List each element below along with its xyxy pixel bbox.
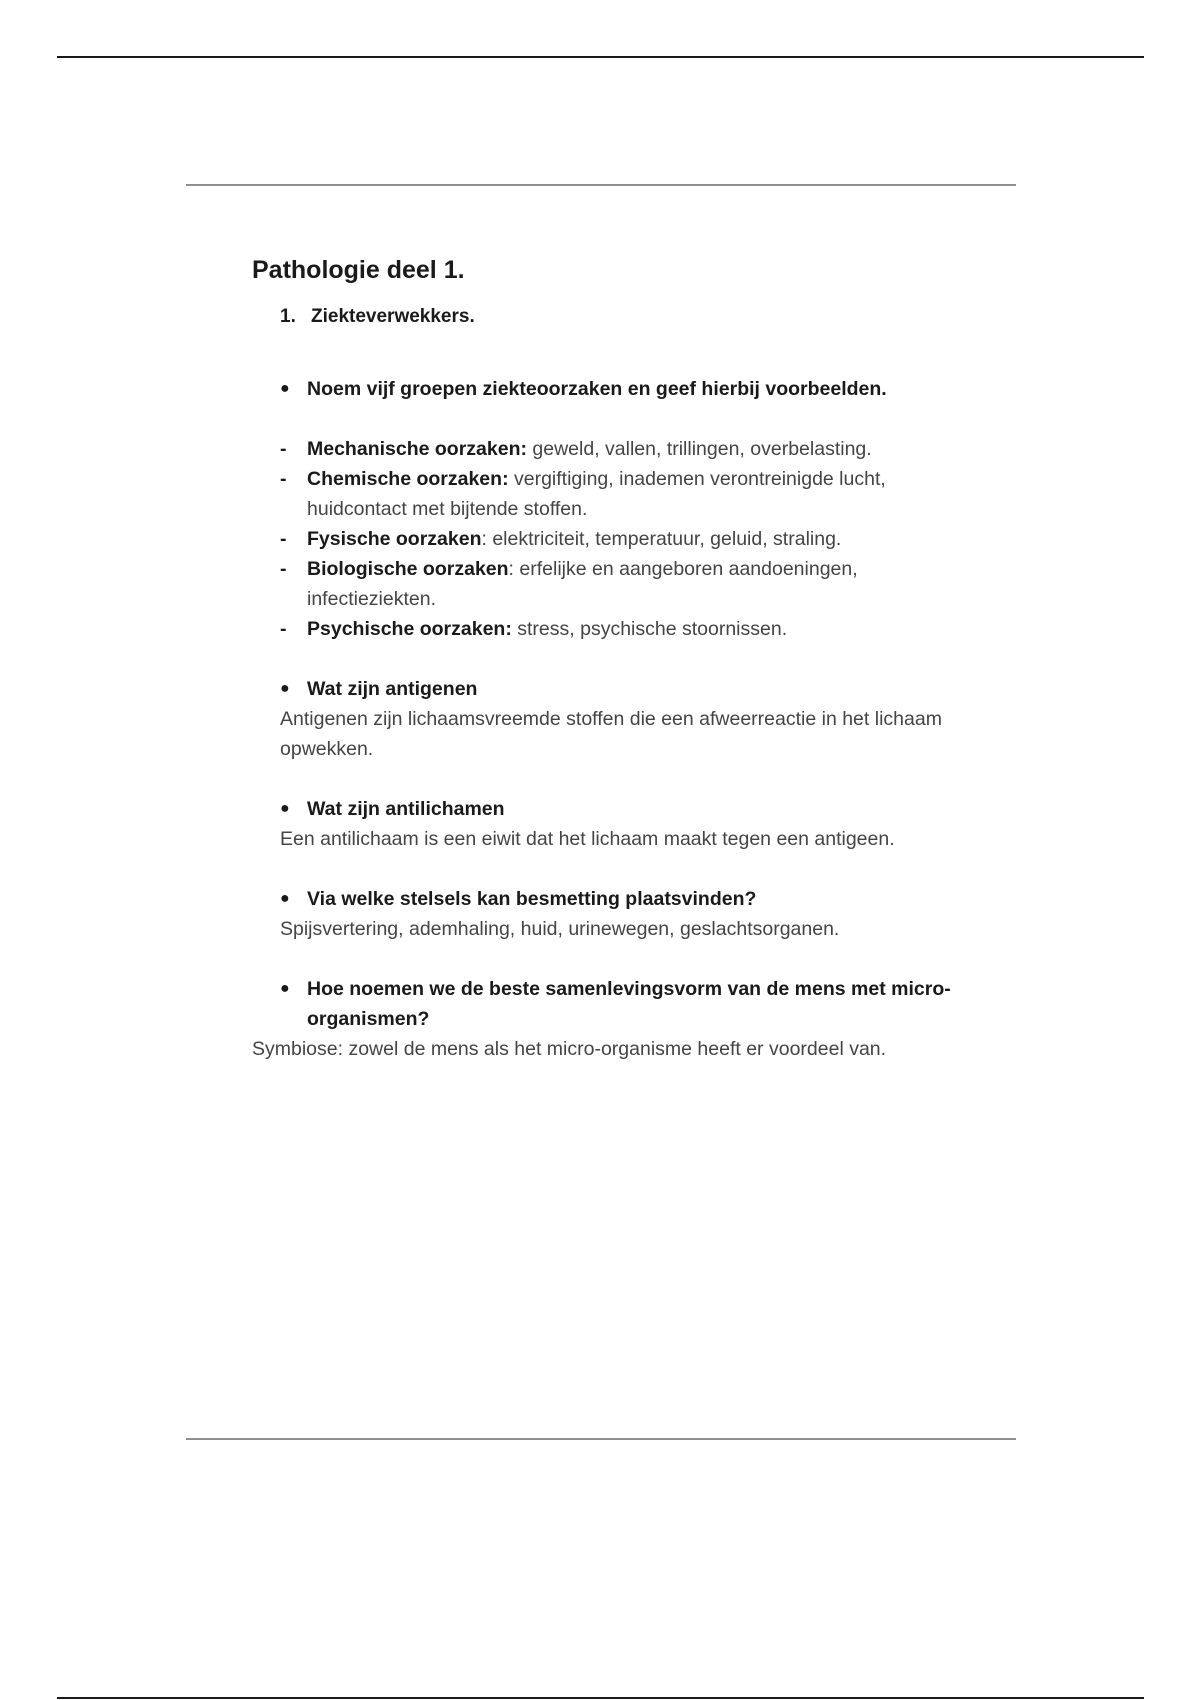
dash-marker: - bbox=[280, 438, 287, 460]
bullet-marker: ● bbox=[280, 380, 290, 397]
cause-term: Psychische oorzaken: bbox=[307, 618, 512, 640]
cause-examples: : erfelijke en aangeboren aandoeningen, infectieziekten. bbox=[307, 558, 858, 610]
footer-divider bbox=[186, 1438, 1016, 1440]
dash-marker: - bbox=[280, 618, 287, 640]
question-infection-routes bbox=[280, 884, 972, 914]
answer-infection-routes: Spijsvertering, ademhaling, huid, urinewegen, geslachtsorganen. bbox=[280, 918, 840, 940]
list-item bbox=[280, 464, 972, 524]
document-body bbox=[252, 250, 972, 1064]
dash-marker: - bbox=[280, 528, 287, 550]
list-item bbox=[280, 554, 972, 614]
list-item bbox=[280, 614, 972, 644]
cause-examples: : elektriciteit, temperatuur, geluid, straling. bbox=[481, 528, 842, 550]
question-symbiosis bbox=[280, 974, 972, 1034]
question-text: Noem vijf groepen ziekteoorzaken en geef hierbij voorbeelden. bbox=[307, 378, 887, 400]
bullet-marker: ● bbox=[280, 680, 290, 697]
header-divider bbox=[186, 184, 1016, 186]
cause-term: Chemische oorzaken: bbox=[307, 468, 509, 490]
list-item bbox=[280, 434, 972, 464]
cause-examples: geweld, vallen, trillingen, overbelasting. bbox=[526, 438, 872, 460]
question-text: Hoe noemen we de beste samenlevingsvorm van de mens met micro-organismen? bbox=[307, 978, 951, 1030]
question-text: Wat zijn antigenen bbox=[307, 678, 478, 700]
cause-term: Mechanische oorzaken: bbox=[307, 438, 527, 460]
question-causes bbox=[280, 374, 972, 404]
top-page-rule bbox=[57, 56, 1144, 58]
answer-antigens: Antigenen zijn lichaamsvreemde stoffen die een afweerreactie in het lichaam opwekken. bbox=[280, 708, 942, 760]
bullet-marker: ● bbox=[280, 890, 290, 907]
question-text: Via welke stelsels kan besmetting plaatsvinden? bbox=[307, 888, 757, 910]
page-title: Pathologie deel 1. bbox=[252, 256, 465, 284]
question-antigens bbox=[280, 674, 972, 704]
section-heading bbox=[280, 302, 972, 332]
bottom-page-rule bbox=[57, 1697, 1144, 1699]
question-antibodies bbox=[280, 794, 972, 824]
cause-examples: vergiftiging, inademen verontreinigde lucht, huidcontact met bijtende stoffen. bbox=[307, 468, 886, 520]
cause-term: Fysische oorzaken bbox=[307, 528, 482, 550]
list-item bbox=[280, 524, 972, 554]
cause-examples: stress, psychische stoornissen. bbox=[511, 618, 788, 640]
answer-antibodies: Een antilichaam is een eiwit dat het lichaam maakt tegen een antigeen. bbox=[280, 828, 895, 850]
bullet-marker: ● bbox=[280, 980, 290, 997]
dash-marker: - bbox=[280, 468, 287, 490]
section-number: 1. bbox=[280, 306, 296, 327]
cause-term: Biologische oorzaken bbox=[307, 558, 509, 580]
bullet-marker: ● bbox=[280, 800, 290, 817]
question-text: Wat zijn antilichamen bbox=[307, 798, 505, 820]
dash-marker: - bbox=[280, 558, 287, 580]
answer-symbiosis: Symbiose: zowel de mens als het micro-organisme heeft er voordeel van. bbox=[252, 1038, 887, 1060]
section-label: Ziekteverwekkers. bbox=[311, 306, 475, 327]
